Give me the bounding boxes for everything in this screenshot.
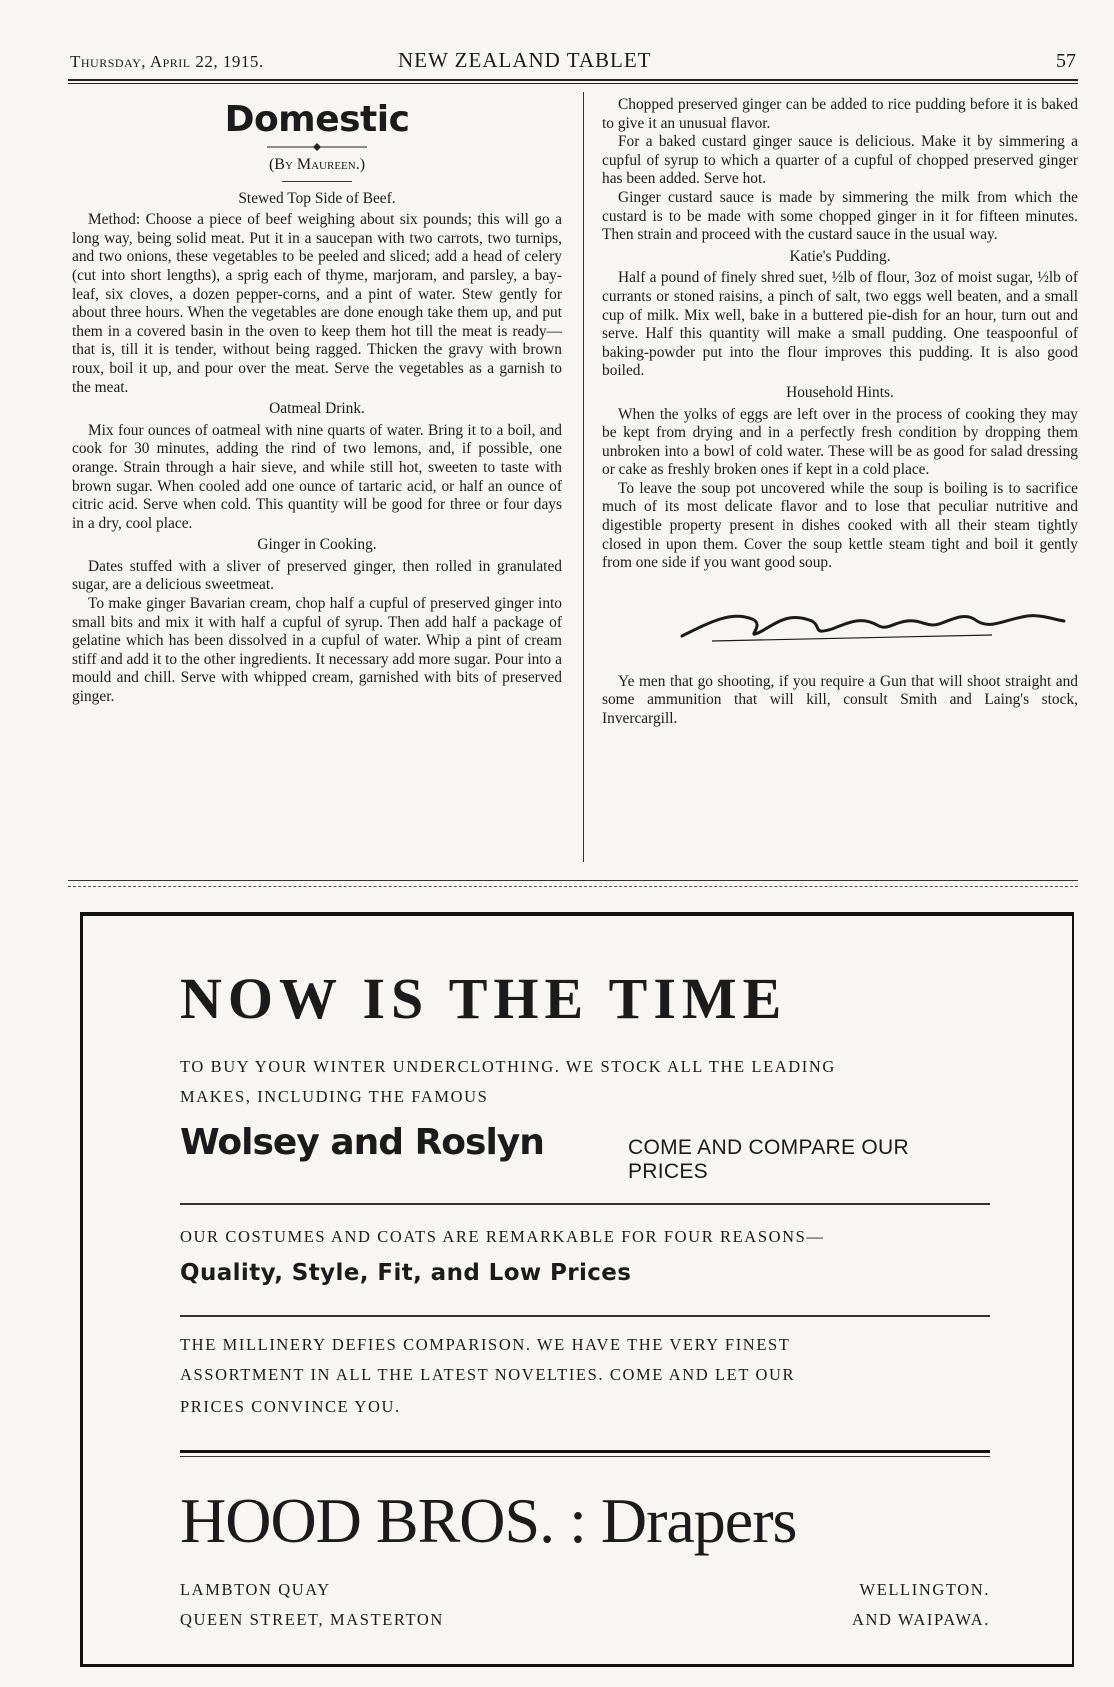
address-left: LAMBTON QUAY: [180, 1580, 331, 1599]
brand-name: Wolsey and Roslyn: [180, 1122, 544, 1163]
page-header: [68, 46, 1078, 76]
hint-text: When the yolks of eggs are left over in the process of cooking they may be kept from drying and in a perfectly fresh condition by dropping them unbroken into a bowl of cold water. These will be as good for salad dressing or cake as freshly broken ones if kept in a cold place.: [602, 405, 1078, 479]
address-right: WELLINGTON.: [859, 1580, 990, 1599]
recipe-text: Dates stuffed with a sliver of preserved ginger, then rolled in granulated sugar, are a delicious sweetmeat.: [72, 557, 562, 594]
recipe-text: For a baked custard ginger sauce is delicious. Make it by simmering a cupful of syrup to which a quarter of a cupful of chopped preserved ginger has been added. Serve hot.: [602, 133, 1078, 188]
recipe-text: Method: Choose a piece of beef weighing about six pounds; this will go a long way, being solid meat. Put it in a saucepan with two carrots, two turnips, and two onions, these vegetables to be peeled and sliced; add a head of celery (cut into short lengths), a sprig each of thyme, marjoram, and parsley, a bay-leaf, six cloves, a dozen pepper-corns, and a pint of water. Stew gently for about three hours. When the vegetables are done enough take them up, and put them in a covered basin in the oven to keep them hot till the meat is ready— that is, till it is tender, without being ragged. Thicken the gravy with brown roux, boil it up, and pour over the meat. Serve the vegetables as a garnish to the meat.: [72, 211, 562, 396]
recipe-text: Ginger custard sauce is made by simmering the milk from which the custard is to be made with some chopped ginger in it for fifteen minutes. Then strain and proceed with the custard sauce in the usual way.: [602, 188, 1078, 244]
company-name: HOOD BROS. : Drapers: [180, 1485, 797, 1556]
ad-rule: [180, 1450, 990, 1453]
section-rule: [68, 886, 1078, 887]
ad-text: TO BUY YOUR WINTER UNDERCLOTHING. WE STOCK ALL THE LEADING: [180, 1057, 836, 1076]
column-divider: [583, 92, 584, 862]
address-left: QUEEN STREET, MASTERTON: [180, 1610, 444, 1629]
recipe-title: Ginger in Cooking.: [257, 536, 377, 554]
right-column: [602, 96, 1078, 729]
recipe-title: Katie's Pudding.: [789, 247, 891, 265]
recipe-title: Household Hints.: [786, 383, 894, 401]
issue-date: Thursday, April 22, 1915.: [70, 52, 264, 71]
ad-text: PRICES CONVINCE YOU.: [180, 1397, 401, 1416]
brand-row: [180, 1122, 990, 1183]
address-row: [180, 1610, 990, 1634]
section-title: Domestic: [224, 99, 410, 140]
ornament-divider: [267, 142, 367, 152]
recipe-text: Mix four ounces of oatmeal with nine quarts of water. Bring it to a boil, and cook for 30 minutes, adding the rind of two lemons, and, if possible, one orange. Strain through a hair sieve, and while still hot, sweeten to taste with brown sugar. When cooled add one ounce of tartaric acid, or half an ounce of citric acid. Serve when cold. This quantity will be good for three or four days in a dry, cool place.: [72, 421, 562, 532]
short-rule: [282, 181, 352, 182]
ad-text: MAKES, INCLUDING THE FAMOUS: [180, 1087, 489, 1106]
publication-title: NEW ZEALAND TABLET: [398, 48, 652, 72]
compare-prices: COME AND COMPARE OUR PRICES: [628, 1136, 909, 1183]
hint-text: To leave the soup pot uncovered while the soup is boiling is to sacrifice much of its most delicate flavor and to lose that peculiar nutritive and digestible property present in dishes cooked with all their steam tightly closed in upon them. Cover the soup kettle steam tight and boil it gently from one side if you want good soup.: [602, 479, 1078, 572]
ad-rule: [180, 1315, 990, 1317]
qualities: Quality, Style, Fit, and Low Prices: [180, 1260, 632, 1286]
header-rule: [68, 79, 1078, 84]
recipe-text: To make ginger Bavarian cream, chop half a cupful of preserved ginger into small bits and mix it with half a cupful of syrup. Then add half a package of gelatine which has been dissolved in a cupful of water. Whip a pint of cream stiff and add it to the other ingredients. It necessary add more sugar. Pour into a mould and chill. Serve with whipped cream, garnished with bits of preserved ginger.: [72, 595, 562, 706]
recipe-title: Stewed Top Side of Beef.: [238, 189, 396, 207]
ad-rule: [180, 1203, 990, 1205]
address-right: AND WAIPAWA.: [852, 1610, 990, 1629]
recipe-title: Oatmeal Drink.: [269, 400, 365, 418]
byline: (By Maureen.): [268, 156, 366, 173]
maureen-signature: [672, 591, 1072, 651]
section-rule: [68, 880, 1078, 881]
recipe-text: Chopped preserved ginger can be added to rice pudding before it is baked to give it an unusual flavor.: [602, 96, 1078, 132]
gun-notice: Ye men that go shooting, if you require a Gun that will shoot straight and some ammunition that will kill, consult Smith and Laing's stock, Invercargill.: [602, 672, 1078, 728]
page-number: 57: [1056, 50, 1076, 72]
ad-text: THE MILLINERY DEFIES COMPARISON. WE HAVE THE VERY FINEST: [180, 1335, 791, 1354]
ad-headline: NOW IS THE TIME: [180, 966, 788, 1031]
left-column: [72, 96, 562, 707]
ad-text: OUR COSTUMES AND COATS ARE REMARKABLE FOR FOUR REASONS—: [180, 1227, 825, 1246]
ad-text: ASSORTMENT IN ALL THE LATEST NOVELTIES. COME AND LET OUR: [180, 1365, 796, 1384]
address-row: [180, 1580, 990, 1604]
recipe-text: Half a pound of finely shred suet, ½lb of flour, 3oz of moist sugar, ½lb of currants or stoned raisins, a pinch of salt, two eggs well beaten, and a small cup of milk. Mix well, bake in a buttered pie-dish for an hour, turn out and serve. Half this quantity will make a small pudding. One teaspoonful of baking-powder put into the flour improves this pudding. It is also good boiled.: [602, 269, 1078, 380]
ad-rule: [180, 1456, 990, 1457]
